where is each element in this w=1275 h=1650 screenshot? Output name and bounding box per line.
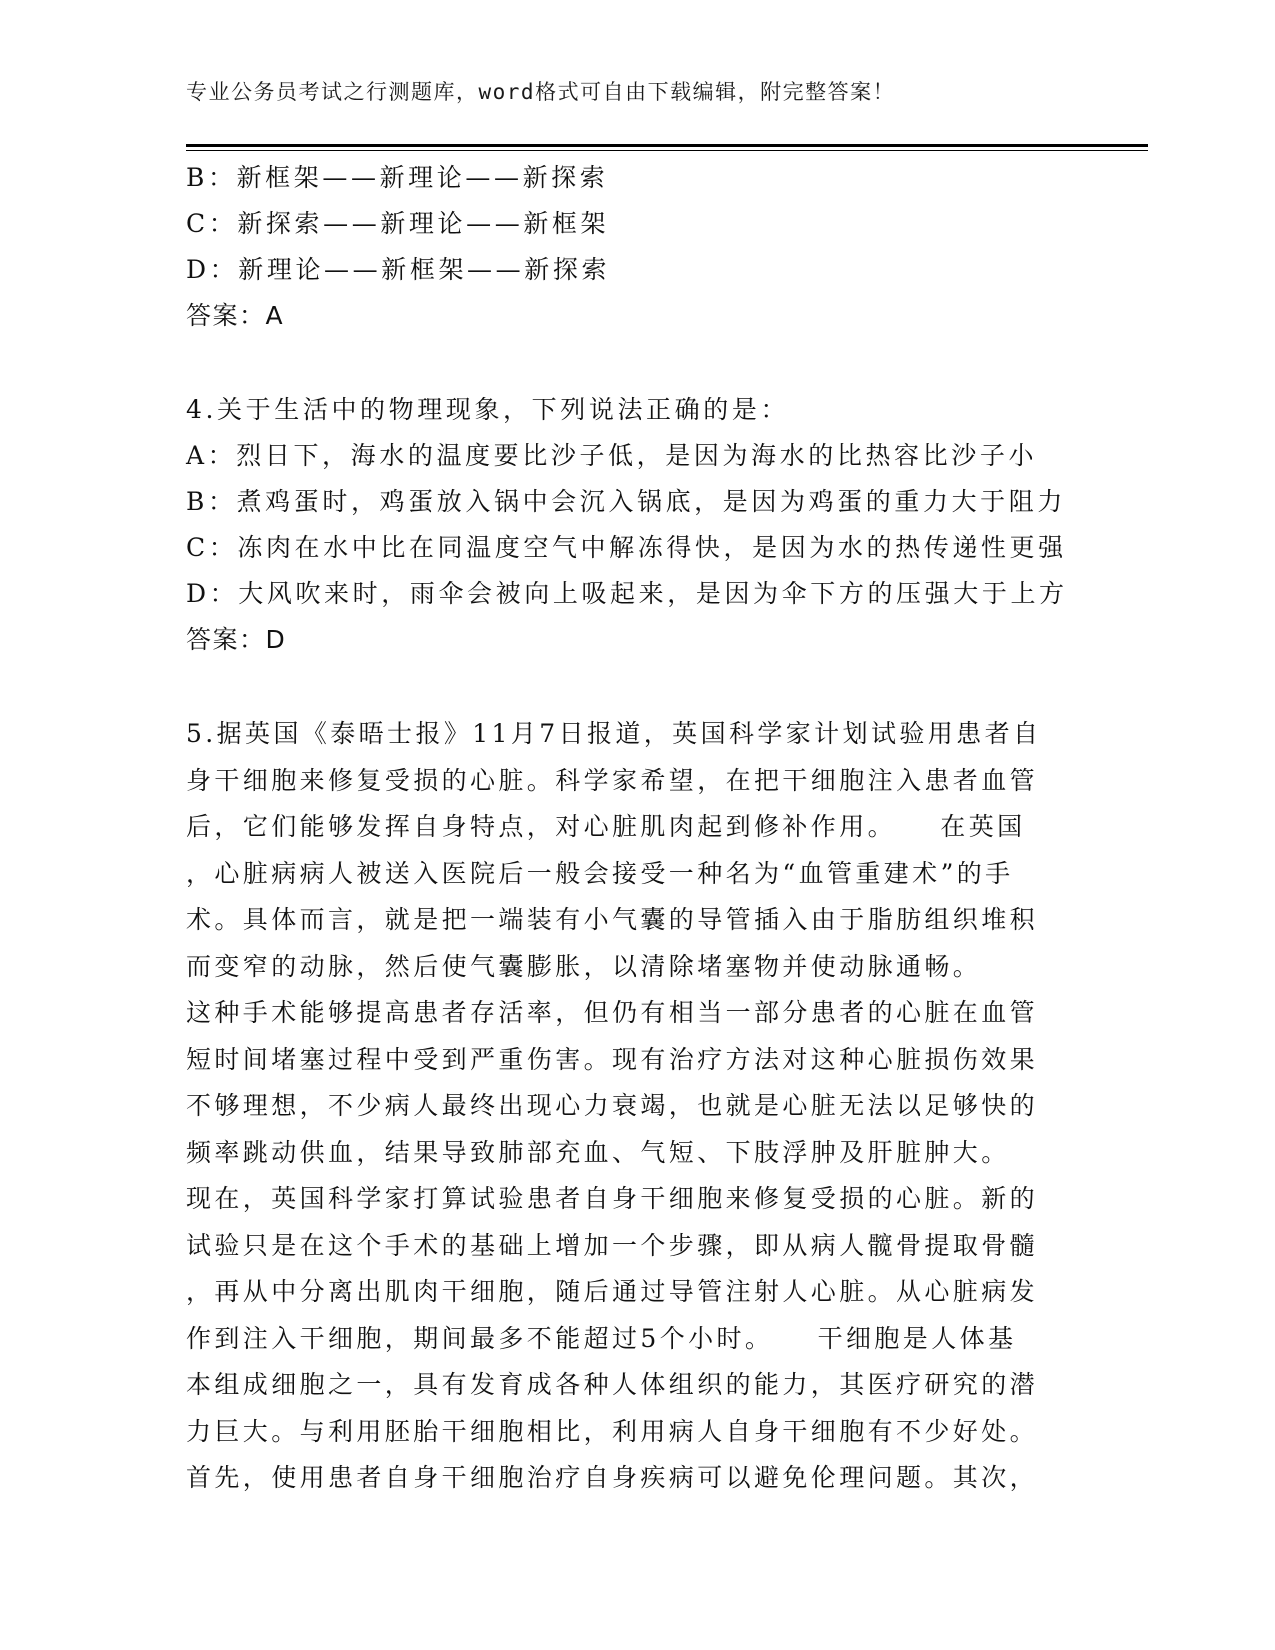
q5-line: 试验只是在这个手术的基础上增加一个步骤，即从病人髋骨提取骨髓 [186, 1230, 1039, 1260]
q5-line: 力巨大。与利用胚胎干细胞相比，利用病人自身干细胞有不少好处。 [186, 1416, 1039, 1446]
q5-line: ，心脏病病人被送入医院后一般会接受一种名为“血管重建术”的手 [186, 858, 1014, 888]
q4-answer: 答案：D [186, 625, 287, 654]
question-4-block [186, 387, 1066, 663]
q5-line: 后，它们能够发挥自身特点，对心脏肌肉起到修补作用。 在英国 [186, 812, 1026, 841]
question-3-block [186, 155, 1066, 339]
q4-option-a: A：烈日下，海水的温度要比沙子低，是因为海水的比热容比沙子小 [186, 441, 1038, 470]
page-header: 专业公务员考试之行测题库，word格式可自由下载编辑，附完整答案！ [186, 80, 896, 104]
q5-line: 首先，使用患者自身干细胞治疗自身疾病可以避免伦理问题。其次， [186, 1463, 1039, 1492]
q5-line: 短时间堵塞过程中受到严重伤害。现有治疗方法对这种心脏损伤效果 [186, 1044, 1039, 1074]
q5-line: 而变窄的动脉，然后使气囊膨胀，以清除堵塞物并使动脉通畅。 [186, 951, 982, 981]
question-5-block [186, 711, 1066, 1502]
q5-line: 频率跳动供血，结果导致肺部充血、气短、下肢浮肿及肝脏肿大。 [186, 1137, 1010, 1167]
q5-line: 不够理想，不少病人最终出现心力衰竭，也就是心脏无法以足够快的 [186, 1091, 1039, 1120]
q3-option-b: B：新框架——新理论——新探索 [186, 163, 609, 192]
q3-option-d: D：新理论——新框架——新探索 [186, 255, 611, 284]
q5-line: 5.据英国《泰晤士报》11月7日报道，英国科学家计划试验用患者自 [186, 719, 1042, 748]
q3-option-c: C：新探索——新理论——新框架 [186, 209, 610, 238]
q5-line: 术。具体而言，就是把一端装有小气囊的导管插入由于脂肪组织堆积 [186, 905, 1039, 934]
q4-option-c: C：冻肉在水中比在同温度空气中解冻得快，是因为水的热传递性更强 [186, 533, 1067, 562]
q5-line: 作到注入干细胞，期间最多不能超过5个小时。 干细胞是人体基 [186, 1323, 1017, 1353]
header-rule-thick [186, 144, 1148, 147]
q5-line: 现在，英国科学家打算试验患者自身干细胞来修复受损的心脏。新的 [186, 1184, 1039, 1213]
q5-line: 身干细胞来修复受损的心脏。科学家希望，在把干细胞注入患者血管 [186, 765, 1039, 795]
header-rule-thin [186, 150, 1148, 151]
q5-line: 这种手术能够提高患者存活率，但仍有相当一部分患者的心脏在血管 [186, 998, 1039, 1027]
q4-option-b: B：煮鸡蛋时，鸡蛋放入锅中会沉入锅底，是因为鸡蛋的重力大于阻力 [186, 487, 1066, 516]
q3-answer: 答案：A [186, 301, 285, 330]
q5-line: 本组成细胞之一，具有发育成各种人体组织的能力，其医疗研究的潜 [186, 1370, 1039, 1399]
q4-option-d: D：大风吹来时，雨伞会被向上吸起来，是因为伞下方的压强大于上方 [186, 579, 1068, 608]
spacer [186, 663, 1066, 711]
q5-line: ，再从中分离出肌肉干细胞，随后通过导管注射人心脏。从心脏病发 [186, 1277, 1039, 1306]
document-body [186, 155, 1066, 1502]
spacer [186, 339, 1066, 387]
q4-stem: 4.关于生活中的物理现象，下列说法正确的是： [186, 395, 790, 424]
